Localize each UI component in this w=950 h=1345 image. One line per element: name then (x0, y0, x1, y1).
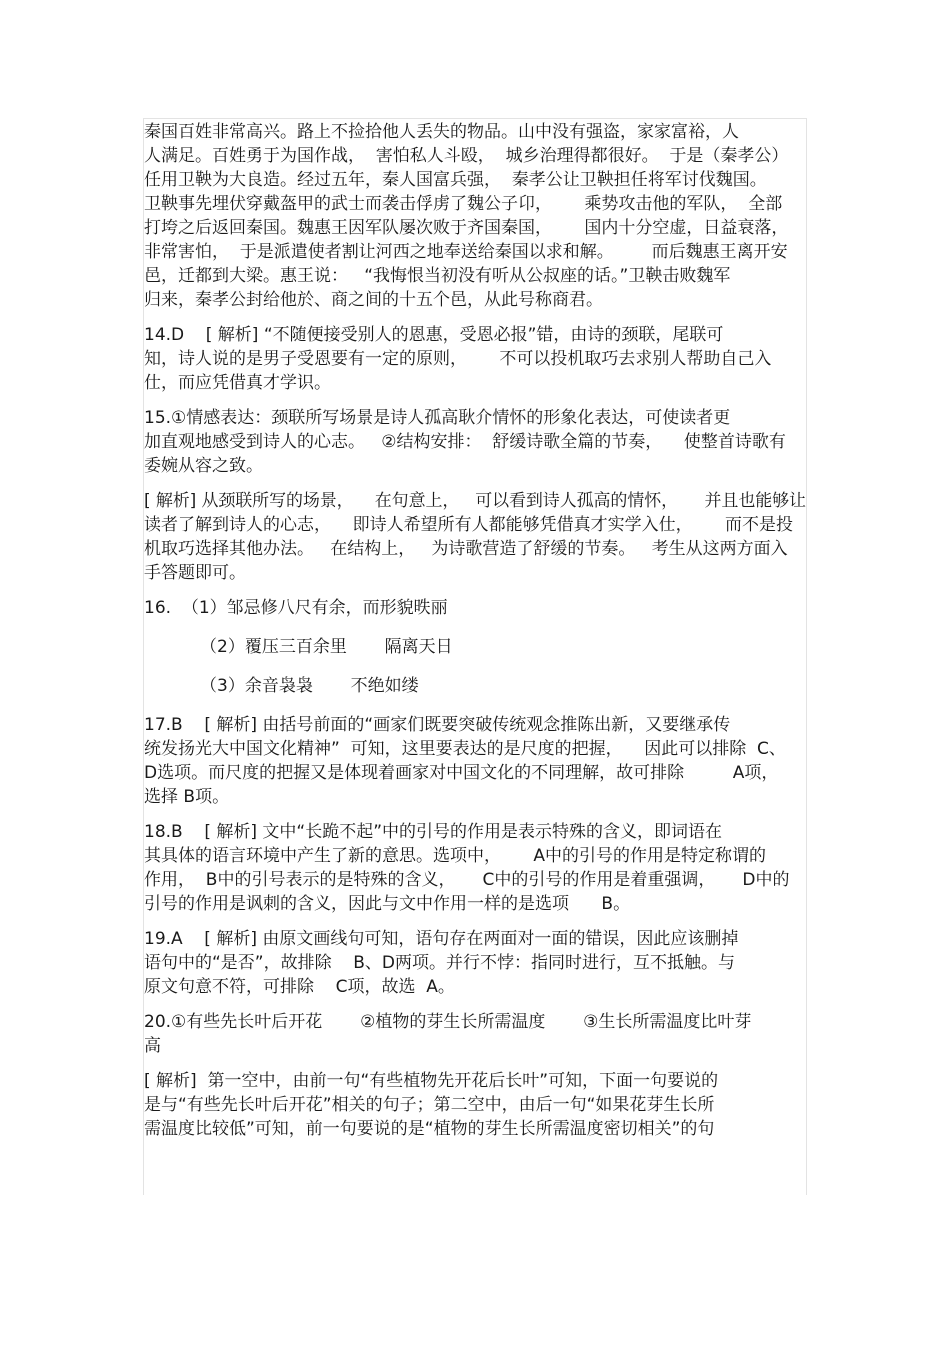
text-line: 语句中的“是否”，故排除 B、D两项。并行不悖：指同时进行，互不抵触。与 (144, 953, 735, 973)
text-line: 15.①情感表达：颈联所写场景是诗人孤高耿介情怀的形象化表达，可使读者更 (144, 408, 731, 428)
question-14-answer (144, 323, 806, 395)
text-line: 是与“有些先长叶后开花”相关的句子；第二空中，由后一句“如果花芽生长所 (144, 1095, 715, 1115)
page-frame-right (806, 118, 807, 1195)
text-line: 人满足。百姓勇于为国作战， 害怕私人斗殴， 城乡治理得都很好。 于是（秦孝公） (144, 146, 789, 166)
text-line: 需温度比较低”可知，前一句要说的是“植物的芽生长所需温度密切相关”的句 (144, 1119, 715, 1139)
text-line: 秦国百姓非常高兴。路上不捡拾他人丢失的物品。山中没有强盗，家家富裕，人 (144, 122, 739, 142)
text-line: [ 解析] 从颈联所写的场景， 在句意上， 可以看到诗人孤高的情怀， 并且也能够让 (144, 491, 806, 511)
text-line: 任用卫鞅为大良造。经过五年，秦人国富兵强， 秦孝公让卫鞅担任将军讨伐魏国。 (144, 170, 767, 190)
question-20-analysis (144, 1069, 806, 1141)
question-16-answer-3 (144, 674, 806, 698)
text-line: 知，诗人说的是男子受恩要有一定的原则， 不可以投机取巧去求别人帮助自己入 (144, 349, 772, 369)
text-line: 20.①有些先长叶后开花 ②植物的芽生长所需温度 ③生长所需温度比叶芽 (144, 1012, 752, 1032)
text-line: 高 (144, 1036, 161, 1056)
text-line: （2）覆压三百余里 隔离天日 (200, 637, 453, 657)
text-line: 选择 B项。 (144, 787, 230, 807)
question-16-answer-1 (144, 596, 806, 620)
question-15-answer (144, 406, 806, 478)
text-line: 卫鞅事先埋伏穿戴盔甲的武士而袭击俘虏了魏公子卬， 乘势攻击他的军队， 全部 (144, 194, 783, 214)
question-17-answer (144, 713, 806, 809)
text-line: 其具体的语言环境中产生了新的意思。选项中， A中的引号的作用是特定称谓的 (144, 846, 767, 866)
text-line: 作用， B中的引号表示的是特殊的含义， C中的引号的作用是着重强调， D中的 (144, 870, 790, 890)
text-line: 打垮之后返回秦国。魏惠王因军队屡次败于齐国秦国， 国内十分空虚，日益衰落， (144, 218, 789, 238)
question-19-answer (144, 927, 806, 999)
translation-paragraph (144, 120, 806, 312)
question-16-answer-2 (144, 635, 806, 659)
text-line: 非常害怕， 于是派遣使者割让河西之地奉送给秦国以求和解。 而后魏惠王离开安 (144, 242, 788, 262)
question-18-answer (144, 820, 806, 916)
text-line: 原文句意不符，可排除 C项，故选 A。 (144, 977, 455, 997)
text-line: 19.A [ 解析] 由原文画线句可知，语句存在两面对一面的错误，因此应该删掉 (144, 929, 739, 949)
text-line: 委婉从容之致。 (144, 456, 263, 476)
answer-text-body (144, 120, 806, 1152)
text-line: 16. （1）邹忌修八尺有余，而形貌昳丽 (144, 598, 448, 618)
text-line: D选项。而尺度的把握又是体现着画家对中国文化的不同理解，故可排除 A项， (144, 763, 779, 783)
text-line: 手答题即可。 (144, 563, 246, 583)
text-line: 14.D [ 解析] “不随便接受别人的恩惠，受恩必报”错，由诗的颈联，尾联可 (144, 325, 724, 345)
text-line: [ 解析] 第一空中，由前一句“有些植物先开花后长叶”可知，下面一句要说的 (144, 1071, 719, 1091)
text-line: （3）余音袅袅 不绝如缕 (200, 676, 419, 696)
text-line: 邑，迁都到大梁。惠王说： “我悔恨当初没有听从公叔座的话。”卫鞅击败魏军 (144, 266, 731, 286)
question-20-answer (144, 1010, 806, 1058)
text-line: 机取巧选择其他办法。 在结构上， 为诗歌营造了舒缓的节奏。 考生从这两方面入 (144, 539, 788, 559)
text-line: 归来，秦孝公封给他於、商之间的十五个邑，从此号称商君。 (144, 290, 603, 310)
text-line: 17.B [ 解析] 由括号前面的“画家们既要突破传统观念推陈出新，又要继承传 (144, 715, 731, 735)
text-line: 引号的作用是讽刺的含义，因此与文中作用一样的是选项 B。 (144, 894, 631, 914)
text-line: 读者了解到诗人的心志， 即诗人希望所有人都能够凭借真才实学入仕， 而不是投 (144, 515, 794, 535)
text-line: 仕，而应凭借真才学识。 (144, 373, 331, 393)
text-line: 加直观地感受到诗人的心志。 ②结构安排： 舒缓诗歌全篇的节奏， 使整首诗歌有 (144, 432, 786, 452)
page-frame-top (143, 118, 806, 119)
text-line: 18.B [ 解析] 文中“长跪不起”中的引号的作用是表示特殊的含义，即词语在 (144, 822, 722, 842)
question-15-analysis (144, 489, 806, 585)
text-line: 统发扬光大中国文化精神” 可知，这里要表达的是尺度的把握， 因此可以排除 C、 (144, 739, 786, 759)
